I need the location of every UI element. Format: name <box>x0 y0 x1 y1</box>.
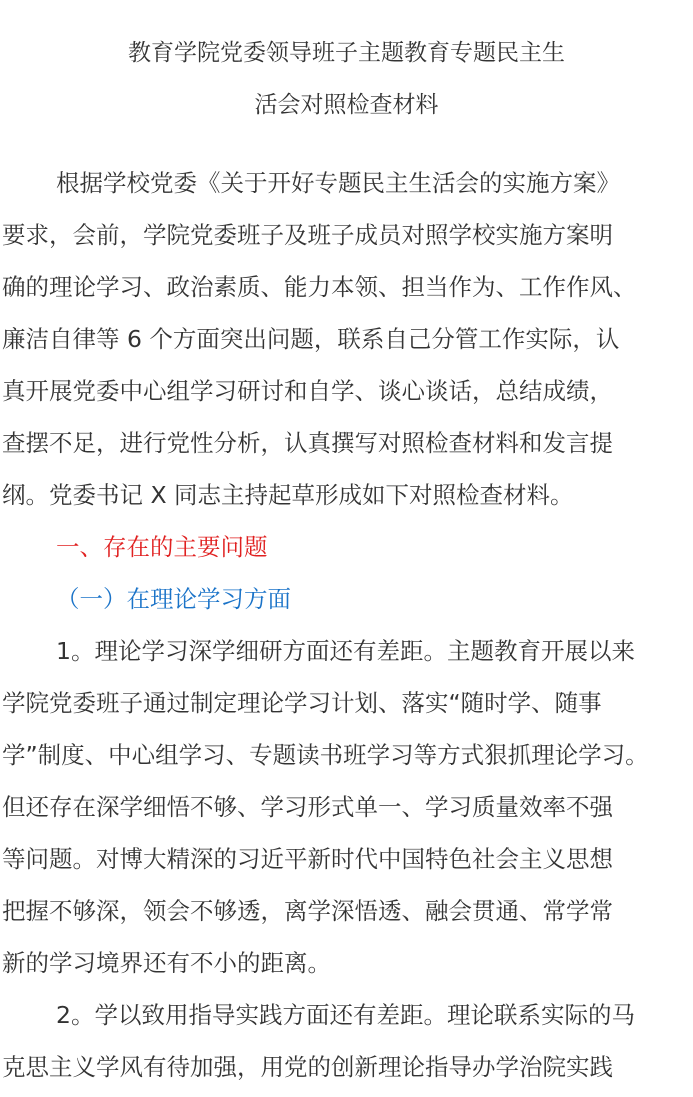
item1-line: 把握不够深，领会不够透，离学深悟透、融会贯通、常学常 <box>2 897 613 925</box>
intro-line: 真开展党委中心组学习研讨和自学、谈心谈话，总结成绩， <box>2 377 613 405</box>
item1-line: 1。理论学习深学细研方面还有差距。主题教育开展以来 <box>56 637 635 665</box>
intro-line: 根据学校党委《关于开好专题民主生活会的实施方案》 <box>56 169 620 197</box>
intro-line: 确的理论学习、政治素质、能力本领、担当作为、工作作风、 <box>2 273 637 301</box>
document-title-line-1: 教育学院党委领导班子主题教育专题民主生 <box>128 40 565 66</box>
item2-line: 2。学以致用指导实践方面还有差距。理论联系实际的马 <box>56 1001 635 1029</box>
intro-line: 要求，会前，学院党委班子及班子成员对照学校实施方案明 <box>2 221 613 249</box>
item1-line: 但还存在深学细悟不够、学习形式单一、学习质量效率不强 <box>2 793 613 821</box>
item2-line: 克思主义学风有待加强，用党的创新理论指导办学治院实践 <box>2 1053 613 1081</box>
item1-line: 等问题。对博大精深的习近平新时代中国特色社会主义思想 <box>2 845 613 873</box>
document-title-line-2: 活会对照检查材料 <box>254 92 439 118</box>
subsection-heading: （一）在理论学习方面 <box>56 585 291 613</box>
item1-line: 学”制度、中心组学习、专题读书班学习等方式狠抓理论学习。 <box>2 741 649 769</box>
item1-line: 学院党委班子通过制定理论学习计划、落实“随时学、随事 <box>2 689 602 717</box>
intro-line: 纲。党委书记 X 同志主持起草形成如下对照检查材料。 <box>2 481 574 509</box>
item1-line: 新的学习境界还有不小的距离。 <box>2 949 331 977</box>
section-heading: 一、存在的主要问题 <box>56 533 268 561</box>
intro-line: 查摆不足，进行党性分析，认真撰写对照检查材料和发言提 <box>2 429 613 457</box>
intro-line: 廉洁自律等 6 个方面突出问题，联系自己分管工作实际，认 <box>2 325 620 353</box>
